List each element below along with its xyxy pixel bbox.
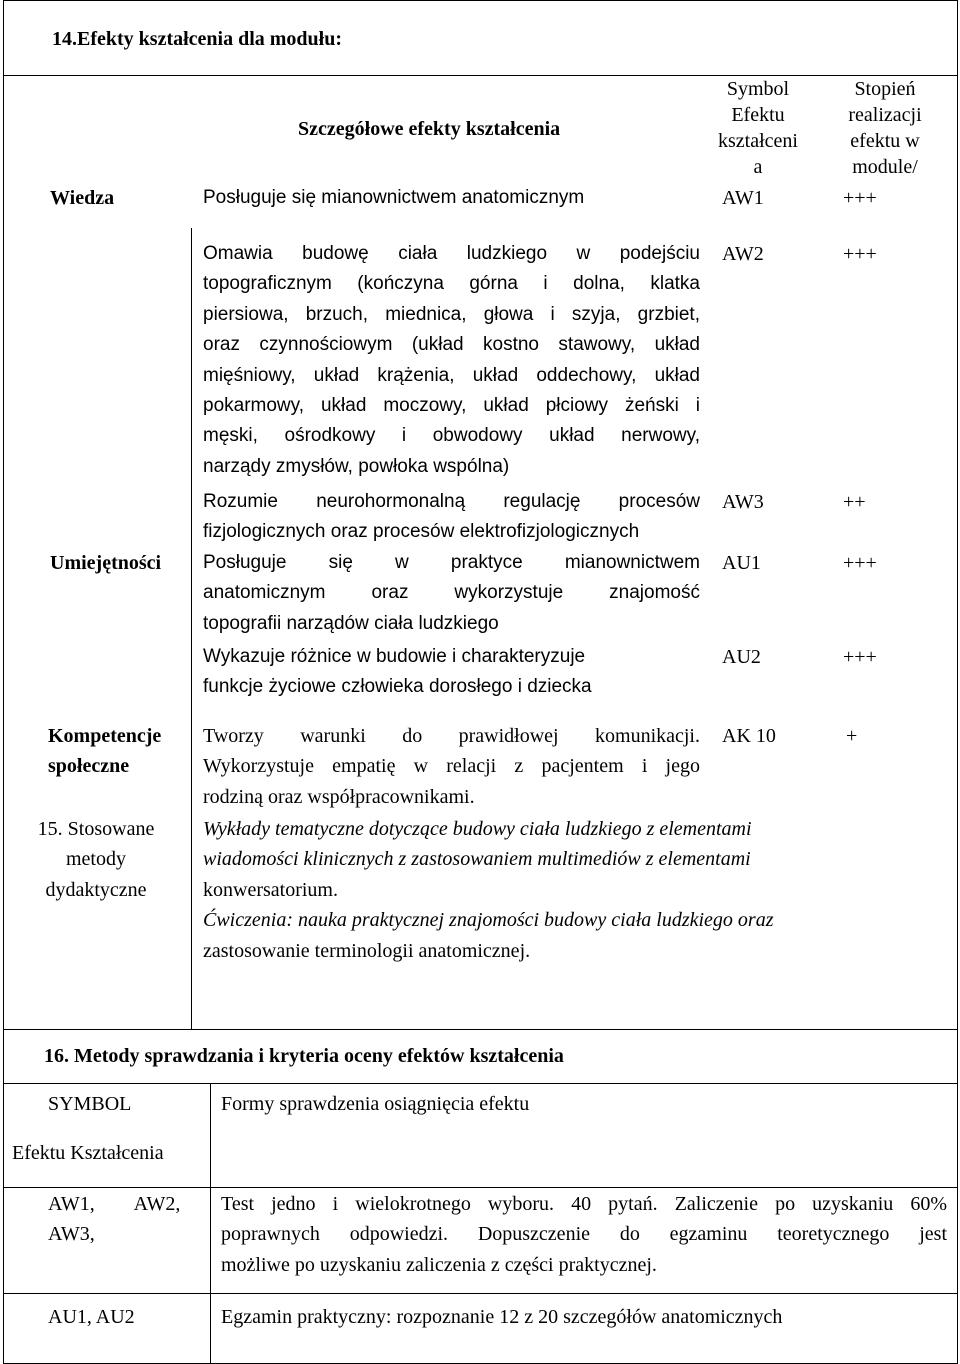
- section-16-row1-forms: Test jedno i wielokrotnego wyboru. 40 pytań. Zaliczenie po uzyskaniu 60% poprawnych odpowiedzi. Dopuszczenie do egzaminu teoretycznego jest możliwe po uzyskaniu zaliczenia z części praktycznej.: [221, 1193, 947, 1276]
- wiedza-degree-3: ++: [843, 491, 866, 513]
- umiejetnosci-degree-1: +++: [843, 552, 877, 574]
- wiedza-effect-3: Rozumie neurohormonalną regulację procesów fizjologicznych oraz procesów elektrofizjologicznych: [203, 491, 700, 543]
- title-divider: [3, 75, 958, 76]
- header-degree: Stopień realizacji efektu w module/: [848, 78, 922, 178]
- section-16-title: 16. Metody sprawdzania i kryteria oceny efektów kształcenia: [44, 1045, 564, 1067]
- wiedza-label: Wiedza: [50, 187, 115, 209]
- umiejetnosci-degree-2: +++: [843, 646, 877, 668]
- section-15-methods: Wykłady tematyczne dotyczące budowy ciała ludzkiego z elementami wiadomości klinicznych z zastosowaniem multimediów z elementami konwersatorium. Ćwiczenia: nauka praktycznej znajomości budowy ciała ludzkiego oraz zastosowanie terminologii anatomicznej.: [203, 818, 774, 962]
- umiejetnosci-effect-1: Posługuje się w praktyce mianownictwem anatomicznym oraz wykorzystuje znajomość topografii narządów ciała ludzkiego: [203, 552, 700, 634]
- section-16-header-symbol-1: SYMBOL: [48, 1093, 132, 1115]
- section-16-header-divider: [3, 1187, 958, 1188]
- wiedza-effect-1: Posługuje się mianownictwem anatomicznym: [203, 187, 585, 208]
- section-16-row-divider: [3, 1293, 958, 1294]
- wiedza-degree-1: +++: [843, 187, 877, 209]
- label-column-divider: [191, 228, 192, 1030]
- section-16-title-divider: [3, 1083, 958, 1084]
- section-16-row2-symbols: AU1, AU2: [48, 1306, 135, 1328]
- section-16-column-divider: [210, 1083, 211, 1364]
- section-16-row1-symbols: AW1, AW2, AW3,: [48, 1193, 181, 1246]
- umiejetnosci-label: Umiejętności: [50, 552, 162, 574]
- kompetencje-effect: Tworzy warunki do prawidłowej komunikacji. Wykorzystuje empatię w relacji z pacjentem i jego rodziną oraz współpracownikami.: [203, 725, 700, 808]
- wiedza-degree-2: +++: [843, 243, 877, 265]
- umiejetnosci-symbol-2: AU2: [722, 646, 761, 668]
- wiedza-symbol-2: AW2: [722, 243, 764, 265]
- section-16-header-symbol-2: Efektu Kształcenia: [12, 1142, 164, 1164]
- header-detailed-effects: Szczegółowe efekty kształcenia: [298, 118, 561, 140]
- section-15-label: 15. Stosowane metody dydaktyczne: [37, 818, 155, 901]
- wiedza-effect-2: Omawia budowę ciała ludzkiego w podejściu topograficznym (kończyna górna i dolna, klatka piersiowa, brzuch, miednica, głowa i szyja, grzbiet, oraz czynnościowym (układ kostno stawowy, układ mięśniowy, układ krążenia, układ oddechowy, układ pokarmowy, układ moczowy, układ płciowy żeński i męski, ośrodkowy i obwodowy układ nerwowy, narządy zmysłów, powłoka wspólna): [203, 243, 700, 477]
- kompetencje-symbol: AK 10: [722, 725, 776, 747]
- section-16-header-forms: Formy sprawdzenia osiągnięcia efektu: [221, 1093, 530, 1115]
- umiejetnosci-effect-2: Wykazuje różnice w budowie i charakteryzuje funkcje życiowe człowieka dorosłego i dziecka: [203, 646, 592, 698]
- section-14-title: 14.Efekty kształcenia dla modułu:: [52, 28, 343, 50]
- kompetencje-degree: +: [846, 725, 858, 747]
- wiedza-symbol-1: AW1: [722, 187, 764, 209]
- header-symbol: Symbol Efektu kształceni a: [718, 78, 798, 178]
- kompetencje-label: Kompetencje społeczne: [48, 725, 162, 778]
- umiejetnosci-symbol-1: AU1: [722, 552, 761, 574]
- wiedza-symbol-3: AW3: [722, 491, 764, 513]
- section-16-row2-forms: Egzamin praktyczny: rozpoznanie 12 z 20 szczegółów anatomicznych: [221, 1306, 783, 1328]
